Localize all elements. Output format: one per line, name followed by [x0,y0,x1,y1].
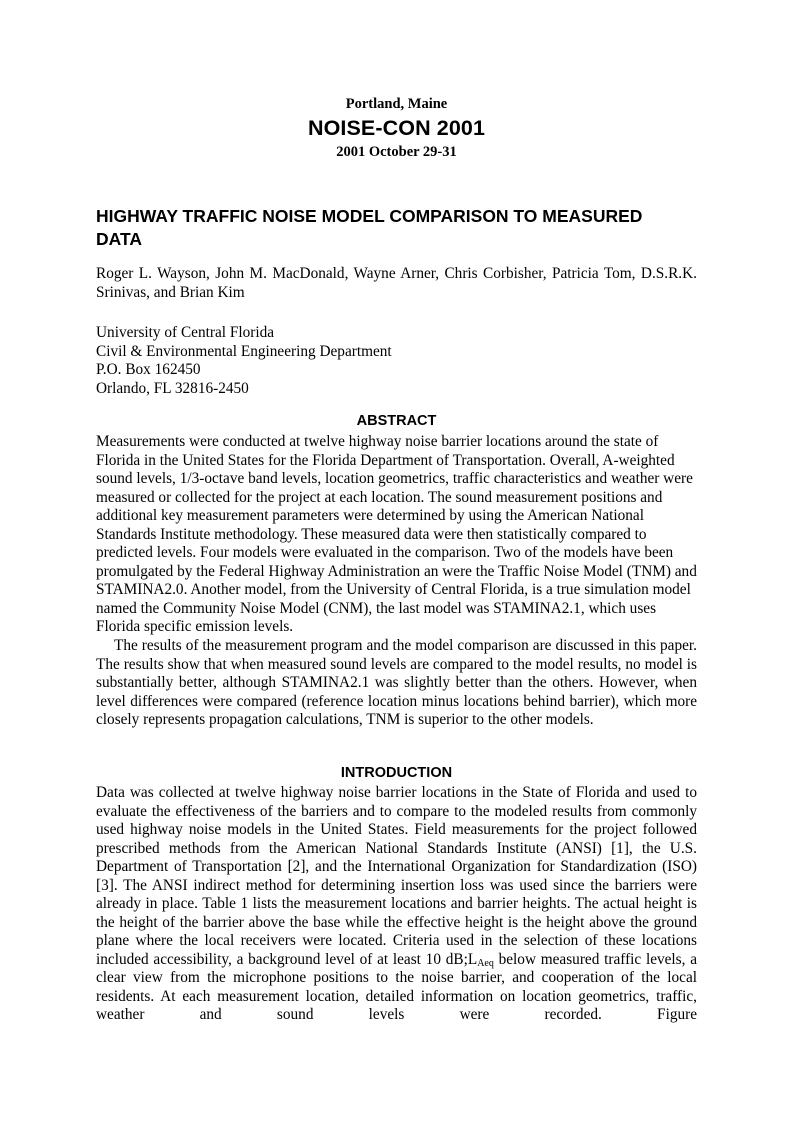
laeq-subscript: Aeq [477,957,494,969]
affiliation-university: University of Central Florida [96,324,275,341]
introduction-heading: INTRODUCTION [340,765,453,781]
introduction-paragraph [96,784,697,1025]
paper-title [96,205,701,251]
paper-title-line: HIGHWAY TRAFFIC NOISE MODEL COMPARISON TO MEASURED [96,206,643,226]
conference-name: NOISE-CON 2001 [307,116,486,140]
abstract-paragraph-1 [96,433,697,637]
affiliation-city: Orlando, FL 32816-2450 [96,379,249,397]
abstract-paragraph-2 [96,637,697,730]
conference-location: Portland, Maine [345,96,448,112]
introduction-text-part-1: Data was collected at twelve highway noise barrier locations in the State of Florida and used to evaluate the effectiveness of the barriers and to compare to the modeled results from commonly used highway noise models in the United States. Field measurements for the project followed prescribed methods from the American National Standards Institute (ANSI) [1], the U.S. Department of Transportation [2], and the International Organization for Standardization (ISO) [3]. The ANSI indirect method for determining insertion loss was used since the barriers were already in place. Table 1 lists the measurement locations and barrier heights. The actual height is the height of the barrier above the base while the effective height is the height above the ground plane where the local receivers were located. Criteria used in the selection of these locations included accessibility, a background level of at least 10 dB;L [96,784,697,968]
author-list: Roger L. Wayson, John M. MacDonald, Wayne Arner, Chris Corbisher, Patricia Tom, D.S.R.K. Srinivas, and Brian Kim [96,265,697,301]
conference-dates: 2001 October 29-31 [336,144,457,160]
affiliation-department: Civil & Environmental Engineering Department [96,342,392,360]
abstract-paragraph-text: The results of the measurement program and the model comparison are discussed in this paper. The results show that when measured sound levels are compared to the model results, no model is substantially better, although STAMINA2.1 was slightly better than the others. However, when level differences were compared (reference location minus locations behind barrier), which more closely represents propagation calculations, TNM is superior to the other models. [96,637,697,728]
affiliation-block [96,324,392,398]
affiliation-po-box: P.O. Box 162450 [96,361,201,378]
abstract-heading: ABSTRACT [356,413,437,429]
introduction-text-part-2: below measured traffic levels, a clear view from the microphone positions to the noise barrier, and cooperation of the local residents. At each measurement location, detailed information on location geometrics, traffic, weather and sound levels were recorded. Figure [96,950,697,1023]
paper-title-line: DATA [96,229,143,249]
introduction-paragraph-text [96,784,697,1025]
abstract-paragraph-text: Measurements were conducted at twelve highway noise barrier locations around the state of Florida in the United States for the Florida Department of Transportation. Overall, A-weighted sound levels, 1/3-octave band levels, location geometrics, traffic characteristics and weather were measured or collected for the project at each location. The sound measurement positions and additional key measurement parameters were determined by using the American National Standards Institute methodology. These measured data were then statistically compared to predicted levels. Four models were evaluated in the comparison. Two of the models have been promulgated by the Federal Highway Administration an were the Traffic Noise Model (TNM) and STAMINA2.0. Another model, from the University of Central Florida, is a true simulation model named the Community Noise Model (CNM), the last model was STAMINA2.1, which uses Florida specific emission levels. [96,433,697,635]
